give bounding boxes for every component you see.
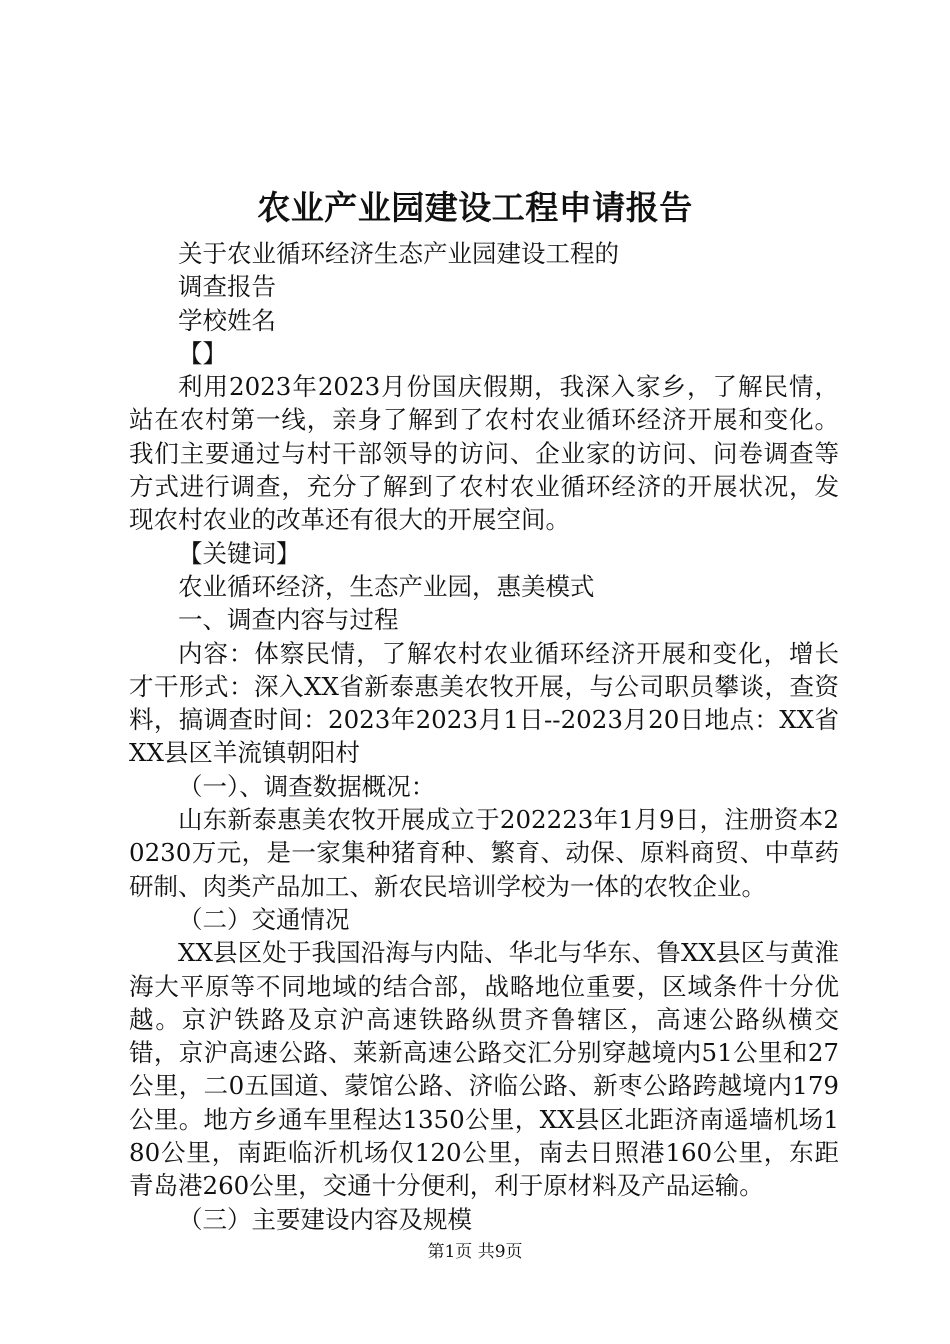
paragraph-keywords: 农业循环经济，生态产业园，惠美模式 — [178, 571, 595, 601]
page-footer: 第1页 共9页 — [427, 1242, 523, 1262]
document-title: 农业产业园建设工程申请报告 — [257, 188, 693, 227]
paragraph-keywords-heading: 【关键词】 — [178, 538, 301, 568]
paragraph-subtitle-line1: 关于农业循环经济生态产业园建设工程的 — [178, 239, 619, 268]
section-heading-1: 一、调查内容与过程 — [178, 605, 399, 635]
subsection-heading-1: （一）、调查数据概况： — [178, 771, 436, 801]
paragraph-company-overview: 山东新泰惠美农牧开展成立于202223年1月9日，注册资本20230万元，是一家集种猪育种、繁育、动保、原料商贸、中草药研制、肉类产品加工、新农民培训学校为一体的农牧企业。 — [129, 805, 839, 901]
subsection-heading-2: （二）交通情况 — [178, 904, 350, 934]
paragraph-content: 内容：体察民情，了解农村农业循环经济开展和变化，增长才干形式：深入XX省新泰惠美农牧开展，与公司职员攀谈，查资料，搞调查时间：2023年2023月1日--2023月20日地点：XX省XX县区羊流镇朝阳村 — [129, 638, 839, 768]
paragraph-author: 学校姓名 — [178, 305, 276, 335]
paragraph-abstract: 利用2023年2023月份国庆假期，我深入家乡，了解民情，站在农村第一线，亲身了解到了农村农业循环经济开展和变化。我们主要通过与村干部领导的访问、企业家的访问、问卷调查等方式进行调查，充分了解到了农村农业循环经济的开展状况，发现农村农业的改革还有很大的开展空间。 — [129, 372, 839, 535]
paragraph-abstract-heading: 【】 — [178, 338, 227, 368]
paragraph-subtitle-line2: 调查报告 — [178, 272, 276, 302]
subsection-heading-3: （三）主要建设内容及规模 — [178, 1204, 472, 1234]
document-body — [129, 237, 839, 1236]
paragraph-transport: XX县区处于我国沿海与内陆、华北与华东、鲁XX县区与黄淮海大平原等不同地域的结合部，战略地位重要，区域条件十分优越。京沪铁路及京沪高速铁路纵贯齐鲁辖区，高速公路纵横交错，京沪高速公路、莱新高速公路交汇分别穿越境内51公里和27公里，二0五国道、蒙馆公路、济临公路、新枣公路跨越境内179公里。地方乡通车里程达1350公里，XX县区北距济南遥墙机场180公里，南距临沂机场仅120公里，南去日照港160公里，东距青岛港260公里，交通十分便利，利于原材料及产品运输。 — [129, 938, 839, 1201]
